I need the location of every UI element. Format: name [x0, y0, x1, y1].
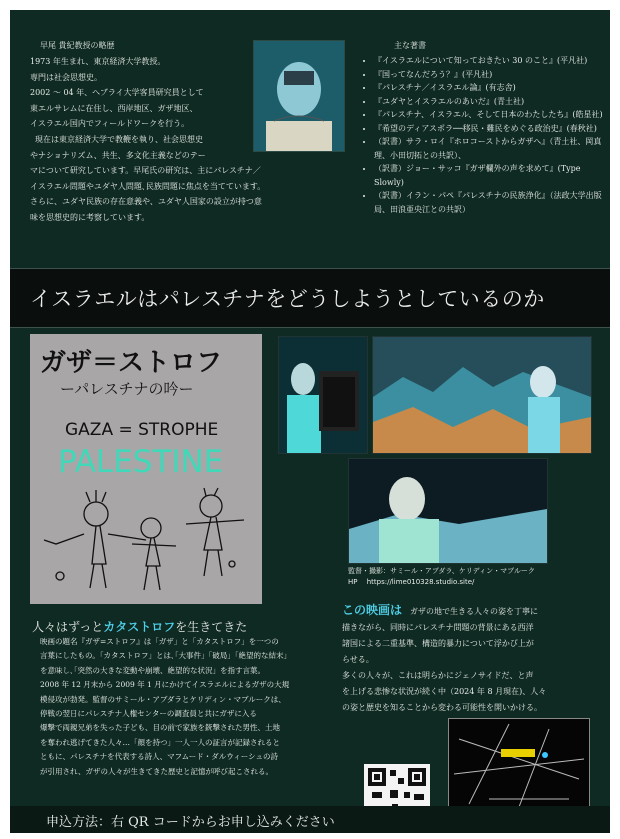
works-item: • 『イスラエルについて知っておきたい 30 のこと』(平凡社) — [374, 54, 604, 68]
caption-director: 監督・撮影：サミール・アブダラ、ケリディン・マブルーク — [348, 567, 535, 575]
message-line: の姿と歴史を知ることから変わる可能性を開いかける。 — [342, 703, 542, 712]
description-line: 言葉にしたもの。「カタストロフ」とは､｢大事件｣「破局」｢絶望的な結末｣ — [40, 651, 288, 661]
description-line: 停戦の翌日にパレスチナ人権センターの調査員と共にガザに入る — [40, 709, 257, 719]
description-line: 映画の題名『ガザ=ストロフ』は「ガザ」と「カタストロフ」を一つの — [40, 637, 279, 646]
message-line: らせる。 — [342, 655, 374, 664]
works-item: • 『希望のディアスポラ──移民・難民をめぐる政治史』(春秋社) — [374, 122, 604, 136]
description-line: ともに、パレスチナを代表する詩人、マフムード・ダルウィーシュの詩 — [40, 752, 278, 762]
poster-english-title: GAZA = STROPHE — [65, 420, 219, 440]
works-item: • 『パレスチナ、イスラエル、そして日本のわたしたち』(皓星社) — [374, 108, 604, 122]
works-item: • （訳書）サラ・ロイ『ホロコーストからガザへ』（青土社、岡真理、小田切拓との共訳）、 — [374, 135, 604, 162]
bio-line: 現在は東京経済大学で教鞭を執り、社会思想史 — [35, 134, 203, 144]
message-lead: この映画は — [342, 603, 403, 617]
photo-man-in-ruins — [348, 458, 548, 564]
bio-line: 専門は社会思想史。 — [30, 72, 102, 82]
bio-line: 東エルサレムに在住し、西岸地区、ガザ地区、 — [30, 103, 198, 113]
catastrophe-heading — [32, 618, 247, 635]
photo-caption — [348, 566, 598, 588]
message-line: 諸国による二重基準、構造的暴力について浮かび上が — [342, 639, 534, 648]
message-line: 描きながら、同時にパレスチナ問題の背景にある西洋 — [342, 623, 534, 632]
headline-banner — [10, 268, 610, 328]
works-item: • 『ユダヤとイスラエルのあいだ』(青土社) — [374, 95, 604, 109]
access-map — [448, 718, 590, 810]
message-line: 多くの人々が、これは明らかにジェノサイドだ、と声 — [342, 671, 534, 680]
heading-post: を生きてきた — [175, 620, 248, 634]
bio-line: イスラエル国内でフィールドワークを行う。 — [30, 119, 190, 129]
works-item: • 『国ってなんだろう？』(平凡社) — [374, 68, 604, 82]
description-line: が引用され、ガザの人々が生きてきた歴史と記憶が呼び起こされる。 — [40, 766, 273, 776]
poster-subtitle: ーパレスチナの吟ー — [60, 380, 194, 398]
profile-section — [10, 10, 610, 266]
bio-line: イスラエル問題やユダヤ人問題､民族問題に焦点を当てています。 — [30, 181, 266, 191]
poster-title: ガザ＝ストロフ — [40, 348, 223, 378]
message-first-line — [342, 602, 597, 620]
registration-instructions: 申込方法：右 QR コードからお申し込みください — [46, 815, 335, 830]
works-item: • （訳書）イラン・パペ『パレスチナの民族浄化』（法政大学出版局、田浪亜央江との共訳） — [374, 189, 604, 216]
heading-accent: カタストロフ — [103, 620, 176, 634]
works-item: • 『パレスチナ／イスラエル論』(有志舎) — [374, 81, 604, 95]
bio-line: マについて研究しています。早尾氏の研究は、主にパレスチナ／ — [30, 166, 261, 176]
description-line: 2008 年 12 月末から 2009 年 1 月にかけてイスラエルによるガザの大規 — [40, 680, 290, 690]
works-title: 主な著書 — [394, 41, 426, 50]
children-drawing — [36, 484, 256, 596]
footer-bar — [10, 806, 610, 833]
headline-text: イスラエルはパレスチナをどうしようとしているのか — [30, 287, 545, 311]
works-list — [360, 54, 604, 216]
bio-line: さらに、ユダヤ民族の存在意義や、ユダヤ人国家の設立が持つ意 — [30, 197, 262, 207]
portrait-photo — [253, 40, 345, 152]
bio-line: 2002 ～ 04 年、ヘブライ大学客員研究員として — [30, 88, 204, 98]
film-description — [40, 635, 345, 779]
description-line: を意味し､｢突然の大きな変動や崩壊、絶望的な状況」を指す言葉。 — [40, 665, 265, 675]
bio-line: やナショナリズム、共生、多文化主義などのテー — [30, 150, 206, 160]
bio-line: 1973 年生まれ、東京経済大学教授。 — [30, 57, 166, 66]
heading-pre: 人々はずっと — [32, 620, 104, 634]
message-line: を上げる悲惨な状況が続く中（2024 年 8 月現在)、人々 — [342, 687, 547, 696]
film-poster — [30, 334, 262, 604]
flyer — [10, 10, 610, 833]
description-line: を奪われ逃げてきた人々…「顔を持つ」一人一人の証言が記録されると — [40, 737, 280, 747]
description-line: 爆撃で両親兄弟を失った子ども、目の前で家族を銃撃された男性、土地 — [40, 723, 280, 733]
bio-title: 早尾 貴紀教授の略歴 — [40, 41, 115, 50]
photo-person-holding-picture — [278, 336, 368, 454]
works-item: • （訳書）ジョー・サッコ『ガザ欄外の声を求めて』(Type Slowly) — [374, 162, 604, 189]
message-first: ガザの地で生きる人々の姿を丁寧に — [410, 607, 539, 616]
bio-line: 味を思想史的に考察しています。 — [30, 212, 150, 222]
photo-rubble-scene — [372, 336, 592, 454]
film-message — [342, 602, 597, 716]
caption-homepage: HP https://lime010328.studio.site/ — [348, 578, 475, 586]
poster-palestine: PALESTINE — [58, 444, 224, 480]
description-line: 模侵攻が勃発。監督のサミール・アブダラとケリディン・マブルークは、 — [40, 694, 286, 704]
